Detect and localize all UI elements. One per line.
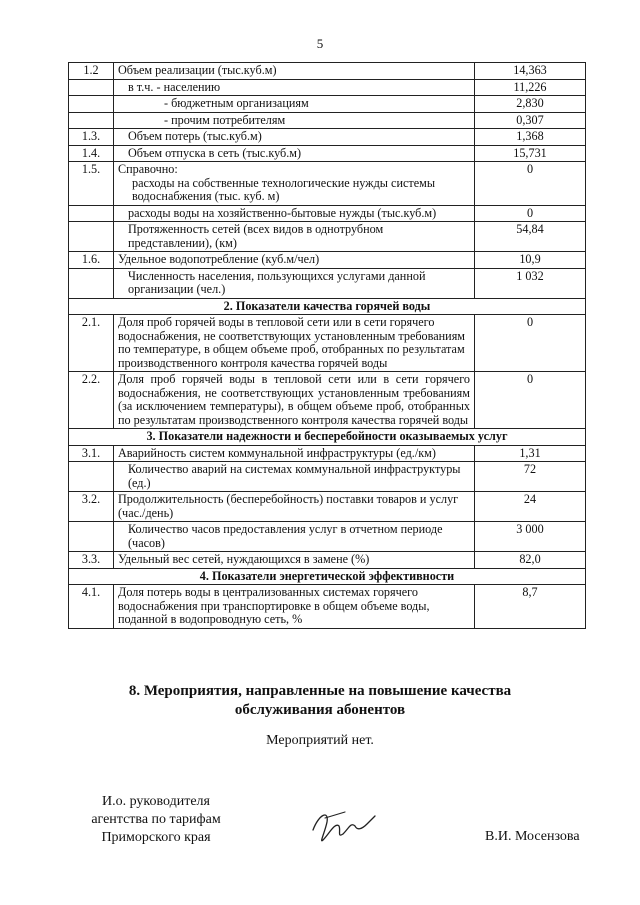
table-row: [69, 252, 586, 269]
heading-line: обслуживания абонентов: [234, 702, 406, 718]
table-row: [69, 222, 586, 252]
signer-title-line: И.о. руководителя: [101, 794, 210, 809]
signer-name: В.И. Мосензова: [485, 829, 580, 844]
row-number: [69, 205, 114, 222]
table-row: [69, 585, 586, 629]
row-label: Численность населения, пользующихся услугами данной организации (чел.): [114, 268, 475, 298]
row-label: Доля проб горячей воды в тепловой сети или в сети горячего водоснабжения, не соответствующих установленным требованиям (за исключением температуры), в общем объеме проб, отобранных по результатам производственного контроля качества горячей воды: [114, 372, 475, 429]
table-row: [69, 162, 586, 206]
row-number: 3.1.: [69, 445, 114, 462]
row-value: 8,7: [475, 585, 586, 629]
row-value: 0: [475, 162, 586, 206]
row-number: 3.3.: [69, 552, 114, 569]
section-title: 2. Показатели качества горячей воды: [69, 298, 586, 315]
section-title: 4. Показатели энергетической эффективности: [69, 568, 586, 585]
table-row: [69, 268, 586, 298]
row-value: 0: [475, 205, 586, 222]
signer-title: [86, 793, 226, 847]
table-row: [69, 372, 586, 429]
row-value: 0,307: [475, 112, 586, 129]
row-number: 2.2.: [69, 372, 114, 429]
row-number: 3.2.: [69, 492, 114, 522]
table-row: [69, 522, 586, 552]
row-number: 1.5.: [69, 162, 114, 206]
section-row: [69, 298, 586, 315]
row-value: 14,363: [475, 63, 586, 80]
row-number: [69, 522, 114, 552]
row-value: 82,0: [475, 552, 586, 569]
row-number: [69, 96, 114, 113]
row-label: Удельный вес сетей, нуждающихся в замене (%): [114, 552, 475, 569]
row-label: - прочим потребителям: [114, 112, 475, 129]
row-label: Аварийность систем коммунальной инфраструктуры (ед./км): [114, 445, 475, 462]
row-sublabel: расходы на собственные технологические нужды системы водоснабжения (тыс. куб. м): [132, 175, 436, 203]
row-number: 2.1.: [69, 315, 114, 372]
row-label: в т.ч. - населению: [114, 79, 475, 96]
row-label: Объем потерь (тыс.куб.м): [114, 129, 475, 146]
table-row: [69, 112, 586, 129]
section-row: [69, 429, 586, 446]
heading-line: 8. Мероприятия, направленные на повышение качества: [128, 683, 512, 699]
table-row: [69, 552, 586, 569]
row-number: 1.3.: [69, 129, 114, 146]
row-value: 1 032: [475, 268, 586, 298]
row-value: 0: [475, 315, 586, 372]
reference-label: Справочно:: [118, 162, 178, 176]
row-value: 3 000: [475, 522, 586, 552]
row-value: 0: [475, 372, 586, 429]
page-number: 5: [316, 36, 324, 51]
section-title: 3. Показатели надежности и бесперебойности оказываемых услуг: [69, 429, 586, 446]
row-value: 1,368: [475, 129, 586, 146]
row-number: [69, 268, 114, 298]
row-value: 10,9: [475, 252, 586, 269]
row-value: 15,731: [475, 145, 586, 162]
section-heading: [0, 682, 640, 720]
measures-note: Мероприятий нет.: [266, 733, 374, 748]
table-row: [69, 205, 586, 222]
row-number: [69, 222, 114, 252]
row-label: расходы воды на хозяйственно-бытовые нужды (тыс.куб.м): [114, 205, 475, 222]
row-label: Доля потерь воды в централизованных системах горячего водоснабжения при транспортировке в общем объеме воды, поданной в водопроводную сеть, %: [114, 585, 475, 629]
signer-title-line: агентства по тарифам: [91, 812, 221, 827]
table-row: [69, 445, 586, 462]
row-value: 54,84: [475, 222, 586, 252]
row-label: Количество аварий на системах коммунальной инфраструктуры (ед.): [114, 462, 475, 492]
row-number: [69, 112, 114, 129]
row-label: Объем отпуска в сеть (тыс.куб.м): [114, 145, 475, 162]
row-number: [69, 79, 114, 96]
row-label: Протяженность сетей (всех видов в однотрубном представлении), (км): [114, 222, 475, 252]
table-row: [69, 492, 586, 522]
row-value: 2,830: [475, 96, 586, 113]
row-number: 1.4.: [69, 145, 114, 162]
row-label: Удельное водопотребление (куб.м/чел): [114, 252, 475, 269]
row-label: Доля проб горячей воды в тепловой сети или в сети горячего водоснабжения, не соответствующих установленным требованиям по температуре, в общем объеме проб, отобранных по результатам производственного контроля качества горячей воды: [114, 315, 475, 372]
row-value: 11,226: [475, 79, 586, 96]
row-label: Продолжительность (бесперебойность) поставки товаров и услуг (час./день): [114, 492, 475, 522]
table-row: [69, 79, 586, 96]
signer-title-line: Приморского края: [101, 830, 211, 845]
row-number: 1.2: [69, 63, 114, 80]
row-label: - бюджетным организациям: [114, 96, 475, 113]
signature-icon: [305, 800, 385, 850]
table-row: [69, 96, 586, 113]
row-number: [69, 462, 114, 492]
table-row: [69, 315, 586, 372]
row-label: Количество часов предоставления услуг в отчетном периоде (часов): [114, 522, 475, 552]
row-value: 72: [475, 462, 586, 492]
row-value: 24: [475, 492, 586, 522]
row-number: 1.6.: [69, 252, 114, 269]
table-row: [69, 145, 586, 162]
table-row: [69, 129, 586, 146]
indicators-table: [68, 62, 586, 629]
row-value: 1,31: [475, 445, 586, 462]
section-row: [69, 568, 586, 585]
row-number: 4.1.: [69, 585, 114, 629]
table-row: [69, 462, 586, 492]
row-label: [114, 162, 475, 206]
table-row: [69, 63, 586, 80]
row-label: Объем реализации (тыс.куб.м): [114, 63, 475, 80]
